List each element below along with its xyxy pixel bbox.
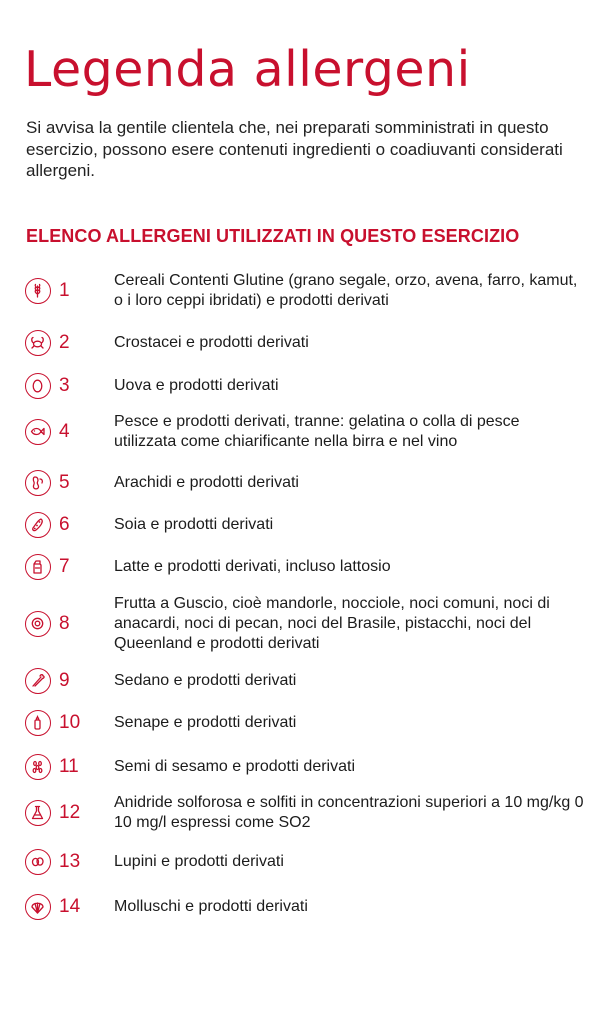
allergen-number: 12 xyxy=(59,802,81,823)
allergen-number: 7 xyxy=(59,556,70,577)
allergen-description: Senape e prodotti derivati xyxy=(114,714,297,731)
section-title: ELENCO ALLERGENI UTILIZZATI IN QUESTO ESERCIZIO xyxy=(26,226,520,246)
allergen-number: 9 xyxy=(59,670,70,691)
allergen-description: Pesce e prodotti derivati, tranne: gelatina o colla di pesce utilizzata come chiarificante nella birra e nel vino xyxy=(114,413,520,450)
allergen-description: Arachidi e prodotti derivati xyxy=(114,474,299,491)
allergen-number: 1 xyxy=(59,280,70,301)
allergen-description: Crostacei e prodotti derivati xyxy=(114,334,309,351)
allergen-description: Anidride solforosa e solfiti in concentrazioni superiori a 10 mg/kg 0 10 mg/l espressi come SO2 xyxy=(114,794,584,831)
lupin-icon xyxy=(25,849,51,875)
celery-icon xyxy=(25,668,51,694)
page-title: Legenda allergeni xyxy=(24,41,471,98)
flask-icon xyxy=(25,800,51,826)
allergen-number: 13 xyxy=(59,851,81,872)
mustard-icon xyxy=(25,710,51,736)
allergen-description: Latte e prodotti derivati, incluso lattosio xyxy=(114,558,391,575)
crab-icon xyxy=(25,330,51,356)
soy-icon xyxy=(25,512,51,538)
allergen-number: 2 xyxy=(59,332,70,353)
peanut-icon xyxy=(25,470,51,496)
allergen-number: 11 xyxy=(59,756,79,777)
egg-icon xyxy=(25,373,51,399)
allergen-description: Uova e prodotti derivati xyxy=(114,377,279,394)
fish-icon xyxy=(25,419,51,445)
allergen-number: 3 xyxy=(59,375,70,396)
milk-icon xyxy=(25,554,51,580)
allergen-number: 14 xyxy=(59,896,81,917)
allergen-description: Lupini e prodotti derivati xyxy=(114,853,284,870)
allergen-description: Soia e prodotti derivati xyxy=(114,516,274,533)
allergen-description: Molluschi e prodotti derivati xyxy=(114,898,308,915)
allergen-number: 4 xyxy=(59,421,70,442)
sesame-icon xyxy=(25,754,51,780)
allergen-description: Frutta a Guscio, cioè mandorle, nocciole, noci comuni, noci di anacardi, noci di pecan, noci del Brasile, pistacchi, noci del Queenland e prodotti derivati xyxy=(114,595,550,652)
intro-text: Si avvisa la gentile clientela che, nei preparati somministrati in questo esercizio, possono esere contenuti ingredienti o coadiuvanti considerati allergeni. xyxy=(26,118,563,180)
allergen-description: Semi di sesamo e prodotti derivati xyxy=(114,758,355,775)
allergen-number: 10 xyxy=(59,712,81,733)
allergen-number: 5 xyxy=(59,472,70,493)
shell-icon xyxy=(25,894,51,920)
nut-icon xyxy=(25,611,51,637)
allergen-description: Cereali Contenti Glutine (grano segale, orzo, avena, farro, kamut, o i loro ceppi ibridati) e prodotti derivati xyxy=(114,272,578,309)
wheat-icon xyxy=(25,278,51,304)
allergen-description: Sedano e prodotti derivati xyxy=(114,672,297,689)
allergen-number: 8 xyxy=(59,613,70,634)
allergen-number: 6 xyxy=(59,514,70,535)
